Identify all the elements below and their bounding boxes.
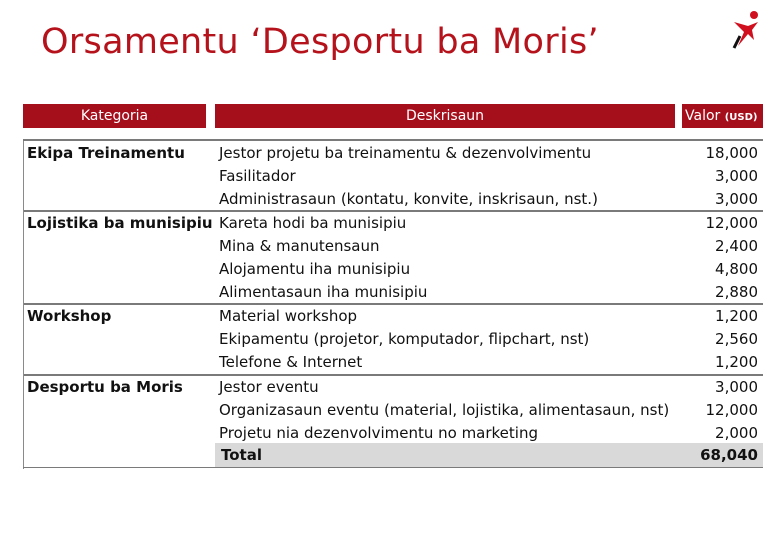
header-value-label: Valor [685, 108, 721, 124]
group-divider [23, 303, 763, 305]
category-label: Desportu ba Moris [27, 378, 183, 396]
table-bottom-rule [23, 467, 763, 468]
table-row-description: Material workshop [219, 307, 358, 325]
header-value-unit: (USD) [724, 112, 758, 123]
table-row-description: Kareta hodi ba munisipiu [219, 214, 407, 232]
page-title: Orsamentu ‘Desportu ba Moris’ [41, 22, 599, 62]
table-row-value: 1,200 [715, 353, 758, 371]
table-row-description: Alimentasaun iha munisipiu [219, 283, 428, 301]
category-label: Workshop [27, 307, 112, 325]
total-value: 68,040 [700, 446, 758, 464]
table-row-description: Alojamentu iha munisipiu [219, 260, 411, 278]
category-label: Ekipa Treinamentu [27, 144, 185, 162]
category-label: Lojistika ba munisipiu [27, 214, 213, 232]
group-divider [23, 374, 763, 376]
header-value [682, 104, 763, 128]
table-row-description: Mina & manutensaun [219, 237, 380, 255]
table-row-value: 3,000 [715, 190, 758, 208]
table-row-value: 12,000 [705, 401, 758, 419]
table-row-description: Projetu nia dezenvolvimentu no marketing [219, 424, 538, 442]
table-row-value: 3,000 [715, 378, 758, 396]
header-category: Kategoria [23, 104, 206, 128]
table-row-description: Organizasaun eventu (material, lojistika, alimentasaun, nst) [219, 401, 670, 419]
table-row-value: 2,000 [715, 424, 758, 442]
table-row-description: Administrasaun (kontatu, konvite, inskrisaun, nst.) [219, 190, 598, 208]
group-divider [23, 210, 763, 212]
table-row-value: 1,200 [715, 307, 758, 325]
table-row-value: 4,800 [715, 260, 758, 278]
table-row-value: 2,400 [715, 237, 758, 255]
total-label: Total [221, 446, 262, 464]
table-row-value: 12,000 [705, 214, 758, 232]
table-left-border [23, 141, 24, 469]
header-description: Deskrisaun [215, 104, 675, 128]
table-top-rule [23, 139, 763, 141]
table-row-value: 2,880 [715, 283, 758, 301]
table-row-value: 18,000 [705, 144, 758, 162]
table-row-value: 2,560 [715, 330, 758, 348]
table-row-value: 3,000 [715, 167, 758, 185]
running-figure-logo-icon [728, 10, 764, 50]
table-row-description: Jestor projetu ba treinamentu & dezenvolvimentu [219, 144, 592, 162]
table-row-description: Fasilitador [219, 167, 296, 185]
total-row [215, 443, 763, 467]
table-row-description: Ekipamentu (projetor, komputador, flipchart, nst) [219, 330, 590, 348]
table-row-description: Telefone & Internet [219, 353, 363, 371]
table-row-description: Jestor eventu [219, 378, 319, 396]
